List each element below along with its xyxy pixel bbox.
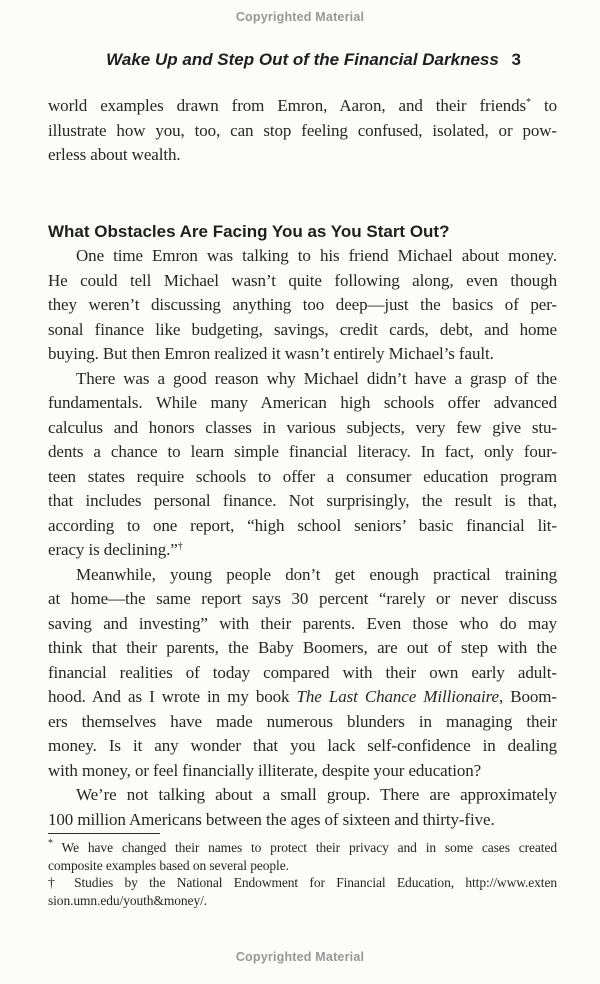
text-line: illustrate how you, too, can stop feeling confused, isolated, or pow- bbox=[48, 120, 557, 140]
section-heading bbox=[48, 220, 557, 245]
footnote-marker: † bbox=[177, 541, 183, 552]
footnote-line: * We have changed their names to protect their privacy and in some cases created bbox=[48, 838, 557, 855]
paragraph bbox=[48, 94, 557, 168]
footnote-marker: * bbox=[48, 838, 53, 849]
text-line: sonal finance like budgeting, savings, credit cards, debt, and home bbox=[48, 319, 557, 339]
footnote-line: sion.umn.edu/youth&money/. bbox=[48, 892, 208, 908]
footnote-rule bbox=[48, 833, 160, 834]
text-line: Meanwhile, young people don’t get enough practical training bbox=[76, 564, 557, 584]
text-line: He could tell Michael wasn’t quite following along, even though bbox=[48, 270, 557, 290]
book-title-italic: The Last Chance Millionaire bbox=[296, 687, 499, 706]
footnote-list bbox=[48, 839, 557, 909]
text-line: with money, or feel financially illiterate, despite your education? bbox=[48, 760, 482, 780]
copyright-notice-bottom: Copyrighted Material bbox=[235, 950, 365, 964]
footnote-line: † Studies by the National Endowment for Financial Education, http://www.exten bbox=[48, 875, 557, 890]
text-line: We’re not talking about a small group. There are approximately bbox=[76, 785, 557, 804]
body-text bbox=[48, 94, 557, 832]
text-line: What Obstacles Are Facing You as You Start Out? bbox=[48, 221, 450, 241]
text-line: dents a chance to learn simple financial literacy. In fact, only four- bbox=[48, 442, 557, 461]
text-line: according to one report, “high school seniors’ basic financial lit- bbox=[48, 515, 557, 535]
footnote bbox=[48, 874, 557, 909]
text-line: hood. And as I wrote in my book The Last Chance Millionaire, Boom- bbox=[48, 687, 557, 706]
running-header-title: Wake Up and Step Out of the Financial Darkness bbox=[106, 50, 499, 69]
paragraph bbox=[48, 783, 557, 832]
text-line: financial realities of today compared with their own early adult- bbox=[48, 662, 557, 682]
text-line: One time Emron was talking to his friend Michael about money. bbox=[76, 246, 557, 265]
text-line: that includes personal finance. Not surprisingly, the result is that, bbox=[48, 491, 557, 510]
text-line: buying. But then Emron realized it wasn’t entirely Michael’s fault. bbox=[48, 344, 494, 363]
text-line: saving and investing” with their parents. Even those who do may bbox=[48, 613, 557, 633]
text-line: There was a good reason why Michael didn’t have a grasp of the bbox=[76, 368, 557, 388]
text-line: eracy is declining.”† bbox=[48, 540, 183, 559]
text-line: at home—the same report says 30 percent “rarely or never discuss bbox=[48, 589, 557, 608]
text-line: money. Is it any wonder that you lack self-confidence in dealing bbox=[48, 736, 557, 755]
paragraph bbox=[48, 244, 557, 367]
text-line: 100 million Americans between the ages of sixteen and thirty-five. bbox=[48, 809, 495, 829]
text-line: world examples drawn from Emron, Aaron, and their friends* to bbox=[48, 96, 557, 115]
page-number: 3 bbox=[511, 50, 521, 69]
footnote-line: composite examples based on several people. bbox=[48, 857, 289, 873]
running-header bbox=[48, 50, 557, 70]
text-line: teen states require schools to offer a consumer education program bbox=[48, 466, 557, 486]
copyright-notice-top: Copyrighted Material bbox=[235, 10, 365, 24]
text-line: calculus and honors classes in various subjects, very few give stu- bbox=[48, 417, 557, 437]
text-line: fundamentals. While many American high schools offer advanced bbox=[48, 393, 557, 412]
paragraph bbox=[48, 563, 557, 784]
text-line: think that their parents, the Baby Boomers, are out of step with the bbox=[48, 638, 557, 657]
text-line: ers themselves have made numerous blunders in managing their bbox=[48, 711, 557, 731]
footnote bbox=[48, 839, 557, 874]
footnote-marker: * bbox=[526, 97, 531, 108]
text-line: erless about wealth. bbox=[48, 145, 181, 164]
footnotes bbox=[48, 833, 557, 909]
text-line: they weren’t discussing anything too deep—just the basics of per- bbox=[48, 295, 557, 314]
paragraph bbox=[48, 367, 557, 563]
